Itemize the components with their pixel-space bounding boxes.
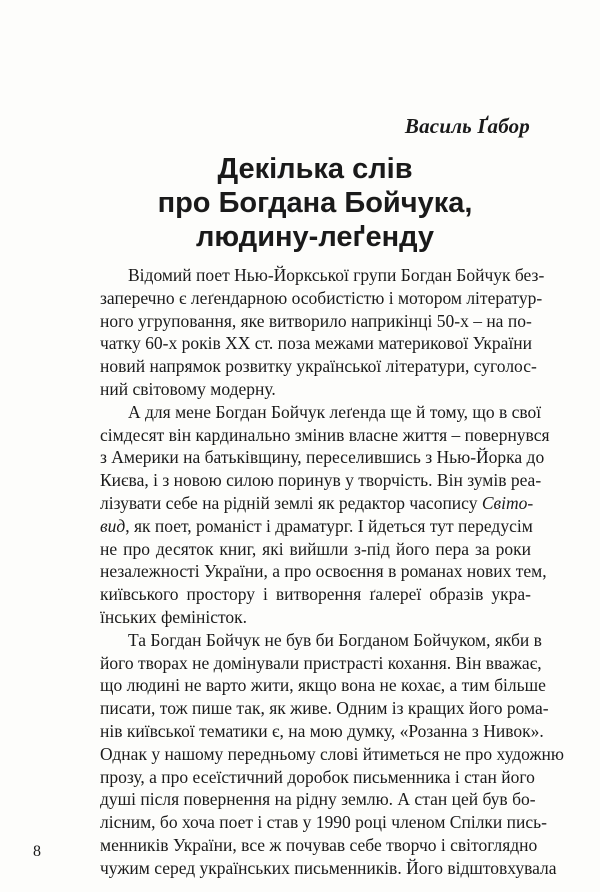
text-line: не про десяток книг, які вийшли з-під його пера за роки xyxy=(100,538,531,559)
text-line: Відомий поет Нью-Йоркської групи Богдан Бойчук без- xyxy=(128,265,545,285)
title-line: людину-леґенду xyxy=(195,221,434,253)
text-line: душі після повернення на рідну землю. А стан цей був бо- xyxy=(100,789,536,810)
text-line: ного угруповання, яке витворило наприкінці 50-х – на по- xyxy=(100,310,532,331)
text-line: лісним, бо хоча поет і став у 1990 році членом Спілки пись- xyxy=(100,812,547,833)
text-line: прозу, а про есеїстичний доробок письменника і стан його xyxy=(100,766,535,787)
text-line: їнських феміністок. xyxy=(100,606,248,627)
text-line xyxy=(100,515,531,538)
title-line: Декілька слів xyxy=(217,153,413,185)
text-line: з Америки на батьківщину, переселившись з Нью-Йорка до xyxy=(100,447,545,468)
text-line: нів київської тематики є, на мою думку, «Розанна з Нивок». xyxy=(100,720,544,741)
journal-name: Світо- xyxy=(481,492,534,513)
text-line: київського простору і витворення ґалереї образів укра- xyxy=(100,584,531,605)
text-segment: лізувати себе на рідній землі як редактор часопису xyxy=(100,492,482,513)
text-line: чужим серед українських письменників. Його відштовхувала xyxy=(100,857,557,878)
chapter-title xyxy=(100,152,530,254)
text-line: ний світовому модерну. xyxy=(100,378,276,399)
journal-name: вид xyxy=(100,515,126,536)
text-line xyxy=(100,492,534,515)
text-line: сімдесят він кардинально змінив власне життя – повернувся xyxy=(100,424,550,445)
text-line: чатку 60-х років XX ст. поза межами материкової України xyxy=(100,333,533,354)
text-line: Києва, і з новою силою поринув у творчість. Він зумів реа- xyxy=(100,470,542,491)
text-line: незалежності України, а про освоєння в романах нових тем, xyxy=(100,561,547,582)
body-text xyxy=(100,264,564,880)
title-line: про Богдана Бойчука, xyxy=(157,187,473,219)
page-number: 8 xyxy=(33,843,41,860)
text-line: заперечно є леґендарною особистістю і мотором літератур- xyxy=(100,287,543,308)
text-line: що людині не варто жити, якщо вона не кохає, а тим більше xyxy=(100,675,546,696)
text-line: новий напрямок розвитку української літератури, суголос- xyxy=(100,356,537,377)
author-name: Василь Ґабор xyxy=(404,114,530,138)
text-line: Однак у нашому передньому слові йтиметься не про художню xyxy=(100,743,564,764)
text-line: його творах не домінували пристрасті кохання. Він вважає, xyxy=(100,652,542,673)
text-line: менників України, все ж почував себе творчо і світоглядно xyxy=(100,834,538,855)
text-line: писати, тож пише так, як живе. Одним із кращих його рома- xyxy=(100,698,549,719)
text-line: А для мене Богдан Бойчук леґенда ще й тому, що в свої xyxy=(128,401,542,422)
text-line: Та Богдан Бойчук не був би Богданом Бойчуком, якби в xyxy=(128,629,542,650)
text-segment: , як поет, романіст і драматург. І йдеться тут передусім xyxy=(125,515,533,536)
